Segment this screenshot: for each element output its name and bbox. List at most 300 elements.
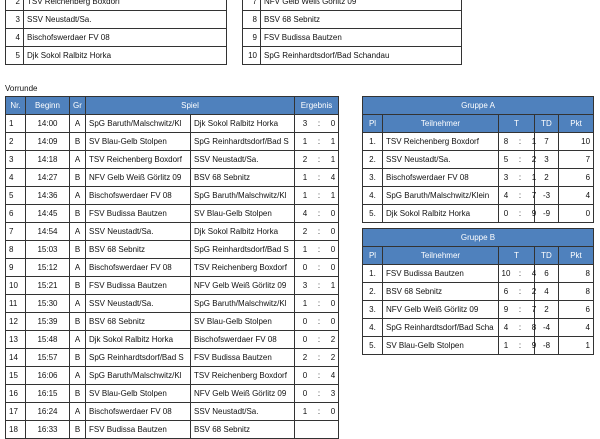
goal-difference: 7: [535, 133, 559, 151]
match-number: 8: [6, 241, 26, 259]
goals-against: 9: [531, 341, 537, 350]
away-team: SV Blau-Gelb Stolpen: [191, 313, 295, 331]
home-team: SSV Neustadt/Sa.: [86, 223, 191, 241]
header-ergebnis: Ergebnis: [295, 97, 339, 115]
match-number: 5: [6, 187, 26, 205]
goals-separator: :: [518, 305, 522, 314]
match-time: 14:09: [26, 133, 70, 151]
match-row: [6, 421, 339, 439]
away-goals: 1: [330, 281, 336, 290]
goals-against: 2: [531, 155, 537, 164]
match-group: A: [70, 331, 86, 349]
standing-goals: [499, 301, 535, 319]
home-goals: 2: [302, 353, 308, 362]
away-team: Djk Sokol Ralbitz Horka: [191, 115, 295, 133]
away-goals: 0: [330, 245, 336, 254]
match-time: 16:06: [26, 367, 70, 385]
points: 6: [559, 169, 594, 187]
standings-row: [363, 151, 594, 169]
score-separator: :: [317, 173, 321, 182]
goals-separator: :: [518, 155, 522, 164]
score-separator: :: [317, 263, 321, 272]
standings-row: [363, 337, 594, 355]
match-time: 14:45: [26, 205, 70, 223]
match-number: 11: [6, 295, 26, 313]
standings-row: [363, 169, 594, 187]
standing-team: SV Blau-Gelb Stolpen: [383, 337, 499, 355]
goals-for: 4: [503, 191, 509, 200]
points: 4: [559, 319, 594, 337]
standings-row: [363, 265, 594, 283]
match-time: 14:36: [26, 187, 70, 205]
match-number: 7: [6, 223, 26, 241]
home-team: BSV 68 Sebnitz: [86, 313, 191, 331]
header-td: TD: [535, 247, 559, 265]
group-b-title: Gruppe B: [363, 229, 594, 247]
match-row: [6, 223, 339, 241]
home-goals: 2: [302, 155, 308, 164]
away-goals: 0: [330, 299, 336, 308]
team-number: 3: [6, 11, 24, 29]
home-team: FSV Budissa Bautzen: [86, 421, 191, 439]
standing-place: 1.: [363, 133, 383, 151]
home-team: SV Blau-Gelb Stolpen: [86, 385, 191, 403]
home-team: SV Blau-Gelb Stolpen: [86, 133, 191, 151]
away-team: TSV Reichenberg Boxdorf: [191, 259, 295, 277]
away-goals: 1: [330, 155, 336, 164]
score-separator: :: [317, 119, 321, 128]
points: 8: [559, 265, 594, 283]
standing-goals: [499, 187, 535, 205]
goals-separator: :: [518, 341, 522, 350]
team-number: 10: [243, 47, 261, 65]
home-goals: 1: [302, 299, 308, 308]
standing-place: 3.: [363, 301, 383, 319]
home-team: BSV 68 Sebnitz: [86, 241, 191, 259]
match-score: [295, 403, 339, 421]
away-team: SSV Neustadt/Sa.: [191, 151, 295, 169]
goals-against: 7: [531, 305, 537, 314]
away-goals: 0: [330, 209, 336, 218]
header-t: T: [499, 115, 535, 133]
match-score: [295, 187, 339, 205]
away-team: SpG Reinhardtsdorf/Bad S: [191, 241, 295, 259]
goals-for: 10: [501, 269, 511, 278]
away-team: Djk Sokol Ralbitz Horka: [191, 223, 295, 241]
goal-difference: -9: [535, 205, 559, 223]
standings-row: [363, 301, 594, 319]
match-number: 18: [6, 421, 26, 439]
away-goals: 0: [330, 317, 336, 326]
match-score: [295, 331, 339, 349]
group-b-table: [362, 228, 594, 355]
score-separator: :: [317, 155, 321, 164]
match-time: 15:12: [26, 259, 70, 277]
team-list-left: [5, 0, 227, 65]
goal-difference: 2: [535, 301, 559, 319]
match-number: 6: [6, 205, 26, 223]
team-number: 2: [6, 0, 24, 11]
team-name: Djk Sokol Ralbitz Horka: [24, 47, 227, 65]
standing-goals: [499, 169, 535, 187]
points: 6: [559, 301, 594, 319]
standing-place: 1.: [363, 265, 383, 283]
away-team: NFV Gelb Weiß Görlitz 09: [191, 277, 295, 295]
match-number: 3: [6, 151, 26, 169]
standing-goals: [499, 283, 535, 301]
away-team: SV Blau-Gelb Stolpen: [191, 205, 295, 223]
away-team: SSV Neustadt/Sa.: [191, 403, 295, 421]
away-team: NFV Gelb Weiß Görlitz 09: [191, 385, 295, 403]
header-td: TD: [535, 115, 559, 133]
match-group: A: [70, 187, 86, 205]
team-row: [6, 29, 227, 47]
goal-difference: 6: [535, 265, 559, 283]
standing-place: 4.: [363, 319, 383, 337]
match-score: [295, 259, 339, 277]
header-pkt: Pkt: [559, 115, 594, 133]
match-number: 14: [6, 349, 26, 367]
match-row: [6, 169, 339, 187]
standings-row: [363, 187, 594, 205]
header-pl: Pl: [363, 247, 383, 265]
home-team: FSV Budissa Bautzen: [86, 277, 191, 295]
match-time: 16:24: [26, 403, 70, 421]
standing-team: FSV Budissa Bautzen: [383, 265, 499, 283]
standings-row: [363, 133, 594, 151]
match-number: 4: [6, 169, 26, 187]
matches-header-row: [6, 97, 339, 115]
goal-difference: 3: [535, 151, 559, 169]
score-separator: :: [317, 389, 321, 398]
team-list-right: [242, 0, 462, 65]
goals-against: 1: [531, 137, 537, 146]
home-goals: 2: [302, 227, 308, 236]
header-pl: Pl: [363, 115, 383, 133]
home-team: FSV Budissa Bautzen: [86, 205, 191, 223]
standing-place: 2.: [363, 283, 383, 301]
standing-goals: [499, 205, 535, 223]
home-team: NFV Gelb Weiß Görlitz 09: [86, 169, 191, 187]
score-separator: :: [317, 371, 321, 380]
match-row: [6, 331, 339, 349]
goals-for: 3: [503, 173, 509, 182]
away-goals: 1: [330, 191, 336, 200]
match-time: 14:00: [26, 115, 70, 133]
match-row: [6, 313, 339, 331]
match-row: [6, 277, 339, 295]
standing-goals: [499, 151, 535, 169]
match-number: 15: [6, 367, 26, 385]
match-time: 15:39: [26, 313, 70, 331]
match-group: A: [70, 223, 86, 241]
goal-difference: -3: [535, 187, 559, 205]
home-goals: 4: [302, 209, 308, 218]
standing-place: 3.: [363, 169, 383, 187]
match-row: [6, 367, 339, 385]
match-score: [295, 169, 339, 187]
goals-for: 1: [503, 341, 509, 350]
match-number: 2: [6, 133, 26, 151]
goals-for: 6: [503, 287, 509, 296]
match-score: [295, 241, 339, 259]
away-team: SpG Baruth/Malschwitz/Kl: [191, 187, 295, 205]
team-number: 9: [243, 29, 261, 47]
match-group: A: [70, 259, 86, 277]
goal-difference: 2: [535, 169, 559, 187]
score-separator: :: [317, 209, 321, 218]
home-goals: 1: [302, 137, 308, 146]
away-goals: 0: [330, 227, 336, 236]
score-separator: :: [317, 191, 321, 200]
matches-table: [5, 96, 339, 439]
standing-place: 5.: [363, 205, 383, 223]
standing-team: Djk Sokol Ralbitz Horka: [383, 205, 499, 223]
match-score: [295, 313, 339, 331]
team-row: [243, 29, 462, 47]
score-separator: :: [317, 227, 321, 236]
match-score: [295, 421, 339, 439]
team-row: [6, 11, 227, 29]
goals-separator: :: [518, 209, 522, 218]
match-row: [6, 349, 339, 367]
team-name: SSV Neustadt/Sa.: [24, 11, 227, 29]
points: 10: [559, 133, 594, 151]
standing-place: 4.: [363, 187, 383, 205]
match-number: 12: [6, 313, 26, 331]
team-name: SpG Reinhardtsdorf/Bad Schandau: [261, 47, 462, 65]
home-goals: 3: [302, 281, 308, 290]
home-team: Bischofswerdaer FV 08: [86, 259, 191, 277]
match-row: [6, 205, 339, 223]
away-team: BSV 68 Sebnitz: [191, 421, 295, 439]
home-goals: 1: [302, 245, 308, 254]
match-time: 16:15: [26, 385, 70, 403]
home-team: Djk Sokol Ralbitz Horka: [86, 331, 191, 349]
header-t: T: [499, 247, 535, 265]
standing-place: 2.: [363, 151, 383, 169]
match-row: [6, 133, 339, 151]
team-name: Bischofswerdaer FV 08: [24, 29, 227, 47]
goals-against: 1: [531, 173, 537, 182]
points: 1: [559, 337, 594, 355]
group-a-title: Gruppe A: [363, 97, 594, 115]
home-goals: 0: [302, 317, 308, 326]
home-team: SpG Reinhardtsdorf/Bad S: [86, 349, 191, 367]
home-team: Bischofswerdaer FV 08: [86, 187, 191, 205]
goals-against: 2: [531, 287, 537, 296]
match-group: A: [70, 367, 86, 385]
match-time: 15:03: [26, 241, 70, 259]
score-separator: :: [317, 299, 321, 308]
match-group: B: [70, 169, 86, 187]
match-group: B: [70, 205, 86, 223]
home-goals: 1: [302, 407, 308, 416]
match-score: [295, 115, 339, 133]
header-beginn: Beginn: [26, 97, 70, 115]
score-separator: :: [317, 335, 321, 344]
standing-team: BSV 68 Sebnitz: [383, 283, 499, 301]
away-team: BSV 68 Sebnitz: [191, 169, 295, 187]
match-time: 14:18: [26, 151, 70, 169]
home-goals: 0: [302, 263, 308, 272]
section-label: Vorrunde: [5, 84, 38, 93]
match-group: A: [70, 115, 86, 133]
goals-separator: :: [518, 173, 522, 182]
match-score: [295, 277, 339, 295]
standing-team: NFV Gelb Weiß Görlitz 09: [383, 301, 499, 319]
home-goals: 0: [302, 335, 308, 344]
match-row: [6, 259, 339, 277]
home-team: SpG Baruth/Malschwitz/Kl: [86, 115, 191, 133]
match-group: B: [70, 133, 86, 151]
standing-goals: [499, 265, 535, 283]
standing-goals: [499, 133, 535, 151]
home-team: SSV Neustadt/Sa.: [86, 295, 191, 313]
away-team: FSV Budissa Bautzen: [191, 349, 295, 367]
goals-against: 9: [531, 209, 537, 218]
standing-goals: [499, 337, 535, 355]
match-number: 16: [6, 385, 26, 403]
home-goals: 0: [302, 389, 308, 398]
team-name: BSV 68 Sebnitz: [261, 11, 462, 29]
match-group: B: [70, 277, 86, 295]
team-name: FSV Budissa Bautzen: [261, 29, 462, 47]
score-separator: :: [317, 317, 321, 326]
standing-team: SSV Neustadt/Sa.: [383, 151, 499, 169]
team-row: [243, 11, 462, 29]
standing-place: 5.: [363, 337, 383, 355]
score-separator: :: [317, 245, 321, 254]
score-separator: :: [317, 137, 321, 146]
goals-separator: :: [518, 287, 522, 296]
away-goals: 3: [330, 389, 336, 398]
match-score: [295, 205, 339, 223]
team-number: 4: [6, 29, 24, 47]
score-separator: :: [317, 353, 321, 362]
match-time: 16:33: [26, 421, 70, 439]
score-separator: :: [317, 281, 321, 290]
match-group: A: [70, 403, 86, 421]
team-row: [243, 47, 462, 65]
match-row: [6, 151, 339, 169]
match-time: 14:54: [26, 223, 70, 241]
match-number: 9: [6, 259, 26, 277]
match-row: [6, 403, 339, 421]
team-number: 7: [243, 0, 261, 11]
header-gr: Gr: [70, 97, 86, 115]
goals-for: 0: [503, 209, 509, 218]
points: 7: [559, 151, 594, 169]
standing-team: SpG Reinhardtsdorf/Bad Scha: [383, 319, 499, 337]
match-time: 15:57: [26, 349, 70, 367]
away-goals: 0: [330, 263, 336, 272]
home-team: Bischofswerdaer FV 08: [86, 403, 191, 421]
points: 4: [559, 187, 594, 205]
goal-difference: 4: [535, 283, 559, 301]
match-score: [295, 133, 339, 151]
team-name: TSV Reichenberg Boxdorf: [24, 0, 227, 11]
match-row: [6, 187, 339, 205]
away-team: Bischofswerdaer FV 08: [191, 331, 295, 349]
standings-row: [363, 319, 594, 337]
away-goals: 1: [330, 137, 336, 146]
header-teilnehmer: Teilnehmer: [383, 247, 499, 265]
match-number: 10: [6, 277, 26, 295]
away-goals: 0: [330, 407, 336, 416]
goals-for: 8: [503, 137, 509, 146]
standing-team: Bischofswerdaer FV 08: [383, 169, 499, 187]
group-a-table: [362, 96, 594, 223]
match-score: [295, 349, 339, 367]
away-team: SpG Reinhardtsdorf/Bad S: [191, 133, 295, 151]
away-goals: 4: [330, 173, 336, 182]
match-row: [6, 295, 339, 313]
match-number: 13: [6, 331, 26, 349]
match-number: 1: [6, 115, 26, 133]
match-score: [295, 367, 339, 385]
header-teilnehmer: Teilnehmer: [383, 115, 499, 133]
standings-row: [363, 205, 594, 223]
team-row: [243, 0, 462, 11]
standing-goals: [499, 319, 535, 337]
score-separator: :: [317, 407, 321, 416]
goal-difference: -8: [535, 337, 559, 355]
home-goals: 1: [302, 173, 308, 182]
header-nr: Nr.: [6, 97, 26, 115]
match-score: [295, 295, 339, 313]
match-number: 17: [6, 403, 26, 421]
match-group: B: [70, 349, 86, 367]
match-row: [6, 385, 339, 403]
away-team: SpG Baruth/Malschwitz/Kl: [191, 295, 295, 313]
away-goals: 0: [330, 119, 336, 128]
away-goals: 2: [330, 335, 336, 344]
match-group: B: [70, 313, 86, 331]
match-row: [6, 241, 339, 259]
match-score: [295, 151, 339, 169]
match-group: B: [70, 241, 86, 259]
goals-against: 4: [531, 269, 537, 278]
goals-for: 9: [503, 305, 509, 314]
standing-team: SpG Baruth/Malschwitz/Klein: [383, 187, 499, 205]
home-goals: 3: [302, 119, 308, 128]
goals-for: 5: [503, 155, 509, 164]
match-group: A: [70, 295, 86, 313]
away-goals: 4: [330, 371, 336, 380]
points: 0: [559, 205, 594, 223]
match-time: 15:48: [26, 331, 70, 349]
team-number: 8: [243, 11, 261, 29]
team-number: 5: [6, 47, 24, 65]
goals-for: 4: [503, 323, 509, 332]
match-score: [295, 223, 339, 241]
away-goals: 2: [330, 353, 336, 362]
match-group: A: [70, 151, 86, 169]
standings-row: [363, 283, 594, 301]
match-score: [295, 385, 339, 403]
goals-separator: :: [518, 137, 522, 146]
match-group: B: [70, 421, 86, 439]
goals-against: 7: [531, 191, 537, 200]
goals-separator: :: [518, 323, 522, 332]
home-team: TSV Reichenberg Boxdorf: [86, 151, 191, 169]
goal-difference: -4: [535, 319, 559, 337]
match-time: 14:27: [26, 169, 70, 187]
match-time: 15:21: [26, 277, 70, 295]
points: 8: [559, 283, 594, 301]
match-group: B: [70, 385, 86, 403]
